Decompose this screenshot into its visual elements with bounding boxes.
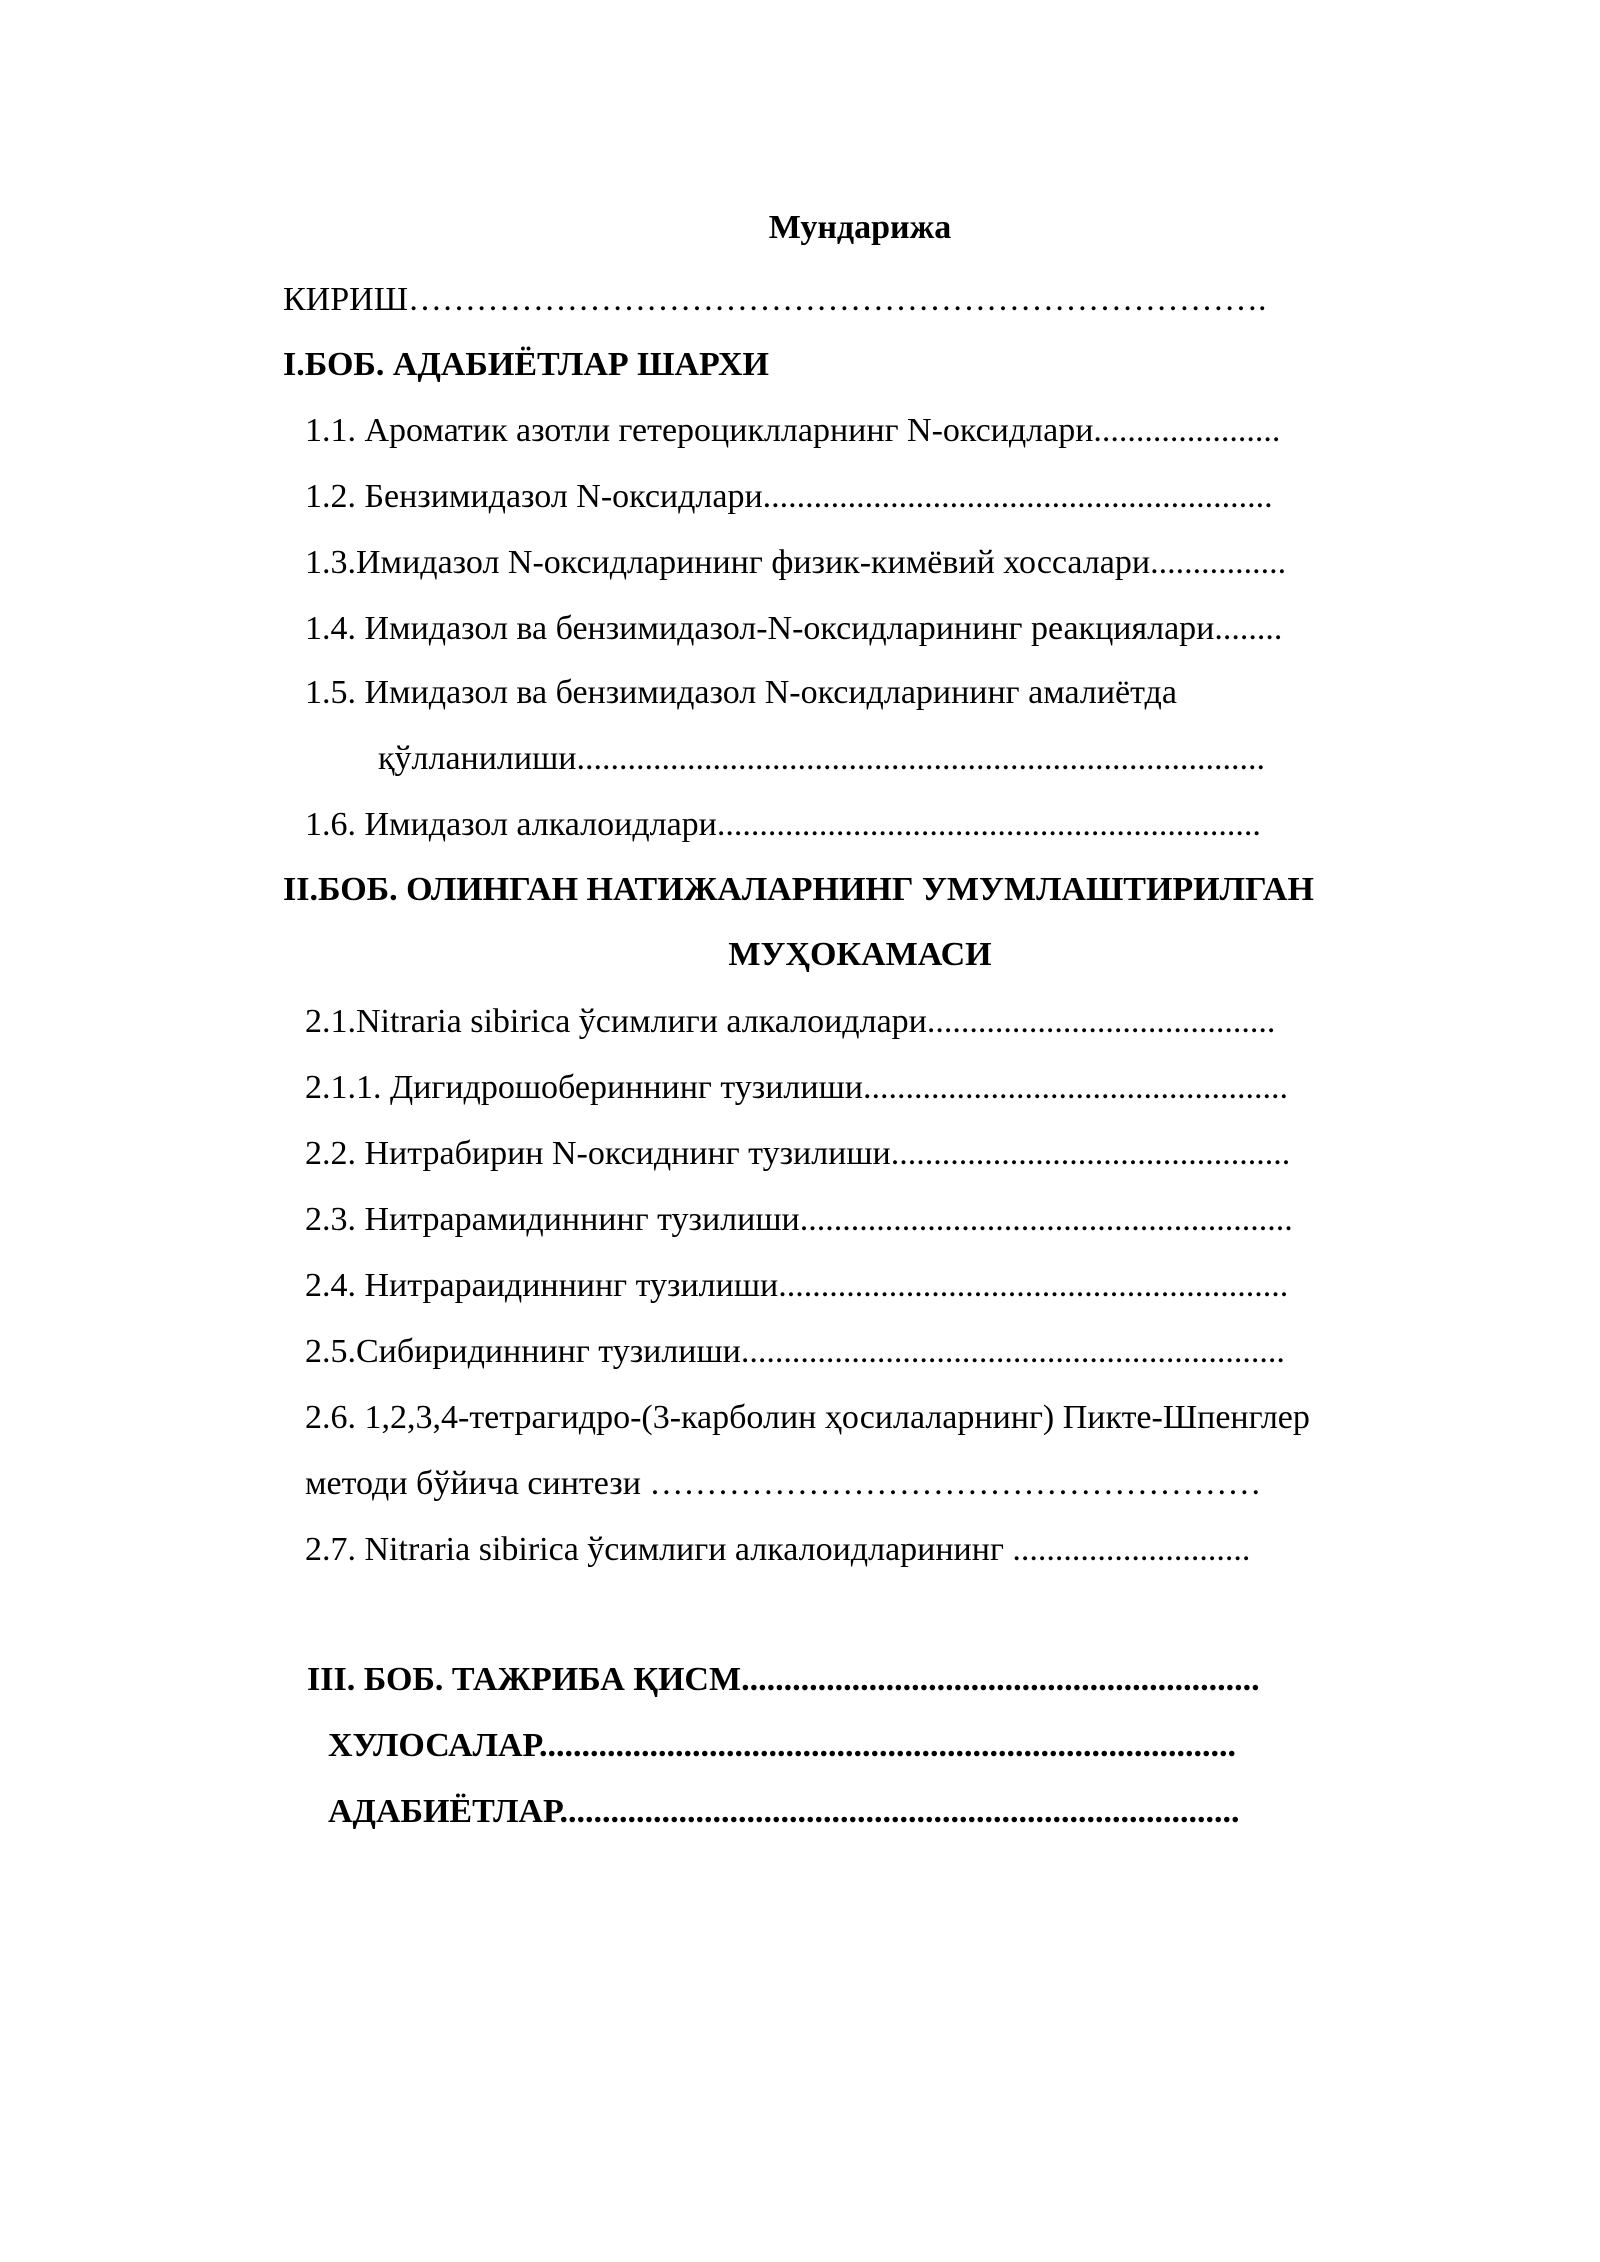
toc-entry-intro: КИРИШ………………………………………………………………….: [283, 281, 1267, 318]
toc-entry-2-4: 2.4. Нитрараидиннинг тузилиши............................................................: [305, 1267, 1289, 1304]
toc-entry-2-3: 2.3. Нитрарамидиннинг тузилиши..........................................................: [305, 1201, 1293, 1238]
toc-entry-2-1-1: 2.1.1. Дигидрошобериннинг тузилиши..................................................: [305, 1069, 1288, 1106]
toc-entry-2-1: 2.1.Nitraria sibirica ўсимлиги алкалоидлари.........................................: [305, 1003, 1276, 1040]
toc-chapter-3: III. БОБ. ТАЖРИБА ҚИСМ.............................................................: [307, 1661, 1260, 1698]
toc-chapter-1: I.БОБ. АДАБИЁТЛАР ШАРХИ: [283, 346, 769, 383]
toc-conclusions: ХУЛОСАЛАР..................................................................................: [328, 1727, 1237, 1764]
toc-chapter-2-cont: МУҲОКАМАСИ: [728, 936, 992, 973]
toc-entry-1-6: 1.6. Имидазол алкалоидлари................................................................: [305, 806, 1261, 843]
toc-entry-2-5: 2.5.Сибиридиннинг тузилиши................................................................: [305, 1333, 1285, 1370]
page-title: Мундарижа: [768, 209, 952, 246]
toc-entry-2-7: 2.7. Nitraria sibirica ўсимлиги алкалоидларининг ............................: [305, 1531, 1251, 1568]
toc-entry-1-1: 1.1. Ароматик азотли гетероциклларнинг N-оксидлари......................: [305, 412, 1281, 449]
toc-entry-1-4: 1.4. Имидазол ва бензимидазол-N-оксидларининг реакциялари........: [305, 610, 1283, 647]
toc-entry-2-2: 2.2. Нитрабирин N-оксиднинг тузилиши...............................................: [305, 1135, 1291, 1172]
toc-entry-2-6: 2.6. 1,2,3,4-тетрагидро-(3-карболин ҳосилаларнинг) Пикте-Шпенглер: [305, 1399, 1310, 1436]
toc-entry-1-3: 1.3.Имидазол N-оксидларининг физик-кимёвий хоссалари................: [305, 544, 1287, 581]
toc-entry-2-6-cont: методи бўйича синтези ………………………………………………: [305, 1465, 1262, 1502]
toc-entry-1-5-cont: қўлланилиши.................................................................................: [378, 740, 1265, 777]
toc-chapter-2: II.БОБ. ОЛИНГАН НАТИЖАЛАРНИНГ УМУМЛАШТИРИЛГАН: [283, 871, 1314, 908]
toc-entry-1-2: 1.2. Бензимидазол N-оксидлари............................................................: [305, 478, 1273, 515]
toc-entry-1-5: 1.5. Имидазол ва бензимидазол N-оксидларининг амалиётда: [305, 674, 1177, 711]
toc-references: АДАБИЁТЛАР................................................................................: [328, 1793, 1240, 1830]
